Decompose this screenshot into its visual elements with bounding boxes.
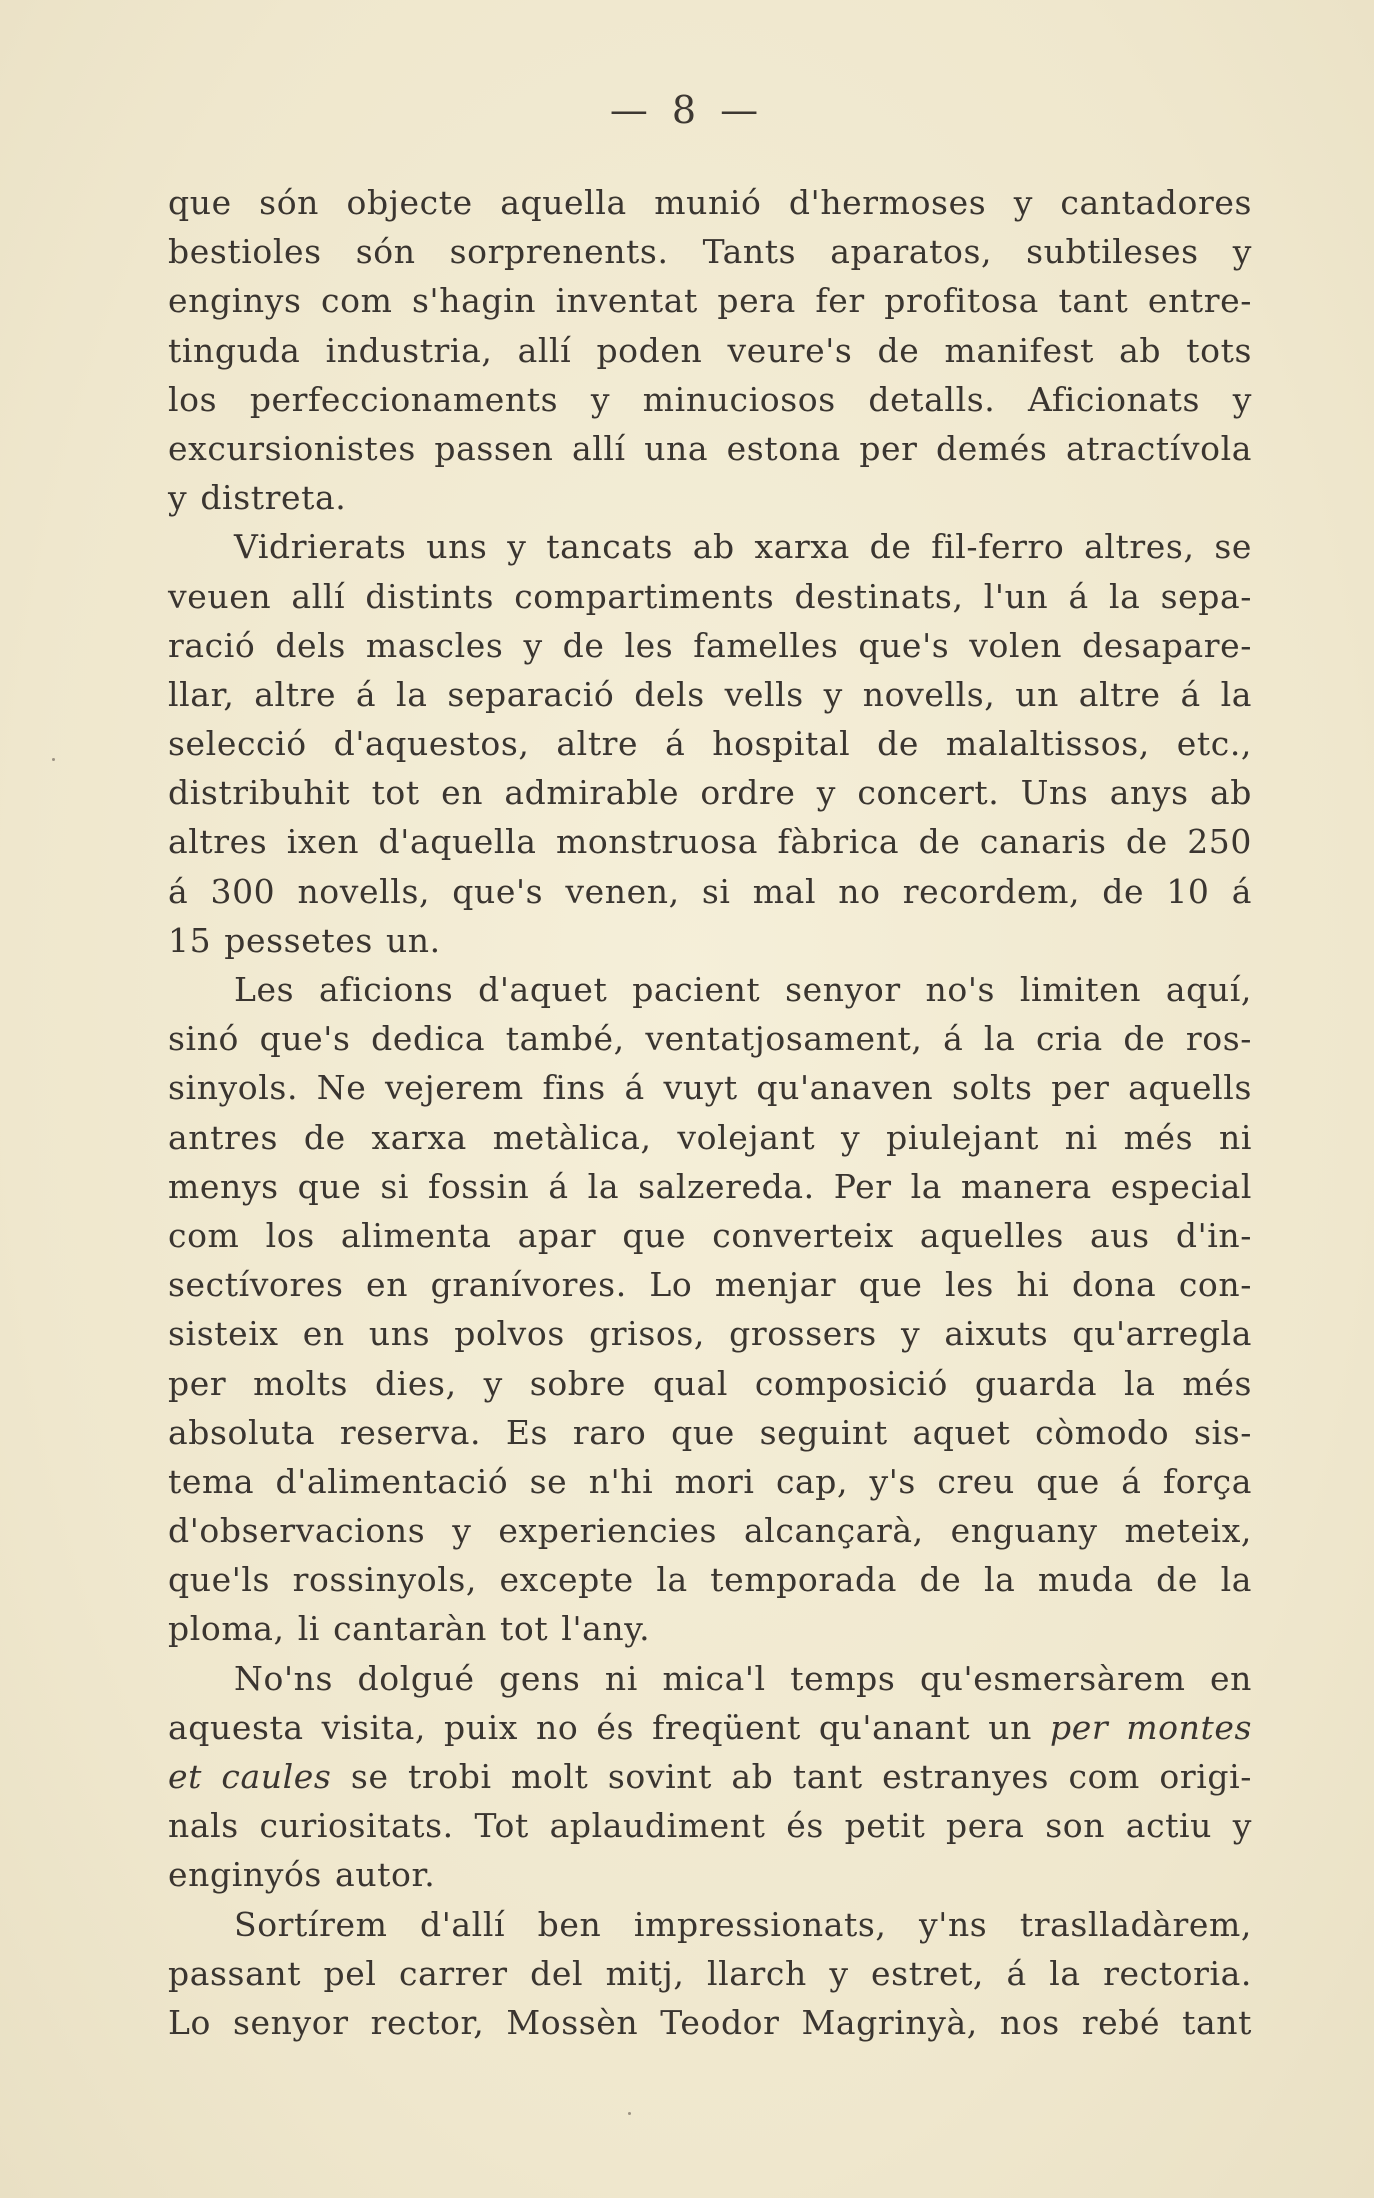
line-text: aquesta visita, puix no és freqüent qu'anant un [168,1707,1050,1747]
line-text: nals curiositats. Tot aplaudiment és petit pera son actiu y [168,1806,1252,1846]
text-line [168,1949,1252,1998]
line-text: ració dels mascles y de les famelles que's volen desapare- [168,625,1252,665]
paper-speck [628,2112,631,2115]
line-text: sinó que's dedica també, ventatjosament, á la cria de ros- [168,1019,1252,1059]
text-line [168,227,1252,276]
line-text: Les aficions d'aquet pacient senyor no's limiten aquí, [234,970,1252,1009]
text-line [168,1211,1252,1260]
text-line [168,1654,1252,1703]
line-text: distribuhit tot en admirable ordre y concert. Uns anys ab [168,773,1252,813]
line-text: bestioles són sorprenents. Tants aparatos, subtileses y [168,232,1252,272]
line-text: No'ns dolgué gens ni mica'l temps qu'esmersàrem en [234,1658,1252,1698]
text-line [168,1703,1252,1752]
line-text: sisteix en uns polvos grisos, grossers y aixuts qu'arregla [168,1314,1252,1354]
line-text: tinguda industria, allí poden veure's de manifest ab tots [168,330,1252,370]
italic-phrase: per montes [1049,1707,1252,1747]
text-line [168,375,1252,424]
text-line [168,867,1252,916]
text-line [168,1752,1252,1801]
line-text: Lo senyor rector, Mossèn Teodor Magrinyà, nos rebé tant [168,2002,1252,2042]
line-text: d'observacions y experiencies alcançarà, enguany meteix, [168,1511,1252,1551]
line-text: que'ls rossinyols, excepte la temporada de la muda de la [168,1560,1252,1600]
text-line [168,473,1252,522]
text-line [168,670,1252,719]
line-text: altres ixen d'aquella monstruosa fàbrica de canaris de 250 [168,822,1252,862]
text-line [168,178,1252,227]
line-text: menys que si fossin á la salzereda. Per la manera especial [168,1166,1252,1206]
text-line [168,1801,1252,1850]
line-text: los perfeccionaments y minuciosos detalls. Aficionats y [168,379,1252,419]
line-text: sectívores en granívores. Lo menjar que les hi dona con- [168,1265,1252,1305]
text-line [168,1506,1252,1555]
line-text: se trobi molt sovint ab tant estranyes com origi- [331,1757,1253,1796]
line-text: tema d'alimentació se n'hi mori cap, y's creu que á força [168,1461,1252,1501]
text-line [168,768,1252,817]
line-text: per molts dies, y sobre qual composició guarda la més [168,1363,1252,1403]
text-line [168,1113,1252,1162]
line-text: á 300 novells, que's venen, si mal no recordem, de 10 á [168,871,1252,911]
line-text: enginys com s'hagin inventat pera fer profitosa tant entre- [168,281,1252,321]
text-line [168,276,1252,325]
text-line [168,1850,1252,1899]
line-text: que són objecte aquella munió d'hermoses y cantadores [168,183,1252,222]
line-text: selecció d'aquestos, altre á hospital de malaltissos, etc., [168,724,1252,764]
text-line [168,1359,1252,1408]
text-line [168,572,1252,621]
text-line [168,1063,1252,1112]
italic-phrase: et caules [168,1757,332,1796]
text-line [168,719,1252,768]
text-line [168,1604,1252,1653]
line-text: ploma, li cantaràn tot l'any. [168,1609,651,1649]
line-text: Sortírem d'allí ben impressionats, y'ns traslladàrem, [234,1904,1252,1944]
text-line [168,522,1252,571]
line-text: y distreta. [168,478,347,518]
line-text: sinyols. Ne vejerem fins á vuyt qu'anaven solts per aquells [168,1068,1252,1108]
page-number: — 8 — [609,88,765,132]
line-text: 15 pessetes un. [168,920,441,960]
line-text: Vidrierats uns y tancats ab xarxa de fil-ferro altres, se [234,527,1252,567]
text-line [168,326,1252,375]
line-text: absoluta reserva. Es raro que seguint aquet còmodo sis- [168,1412,1252,1452]
text-line [168,1162,1252,1211]
text-line [168,1014,1252,1063]
line-text: antres de xarxa metàlica, volejant y piulejant ni més ni [168,1117,1252,1157]
text-line [168,1309,1252,1358]
text-line [168,916,1252,965]
line-text: enginyós autor. [168,1855,436,1895]
line-text: passant pel carrer del mitj, llarch y estret, á la rectoria. [168,1953,1252,1993]
text-line [168,965,1252,1014]
paper-speck [52,758,55,761]
line-text: veuen allí distints compartiments destinats, l'un á la sepa- [168,576,1252,616]
text-line [168,1260,1252,1309]
text-line [168,817,1252,866]
text-line [168,1408,1252,1457]
line-text: com los alimenta apar que converteix aquelles aus d'in- [168,1215,1252,1255]
text-line [168,1900,1252,1949]
text-line [168,1555,1252,1604]
text-line [168,424,1252,473]
text-line [168,1998,1252,2047]
line-text: excursionistes passen allí una estona per demés atractívola [168,428,1252,468]
body-text [168,178,1252,2047]
line-text: llar, altre á la separació dels vells y novells, un altre á la [168,674,1252,714]
text-line [168,621,1252,670]
text-line [168,1457,1252,1506]
